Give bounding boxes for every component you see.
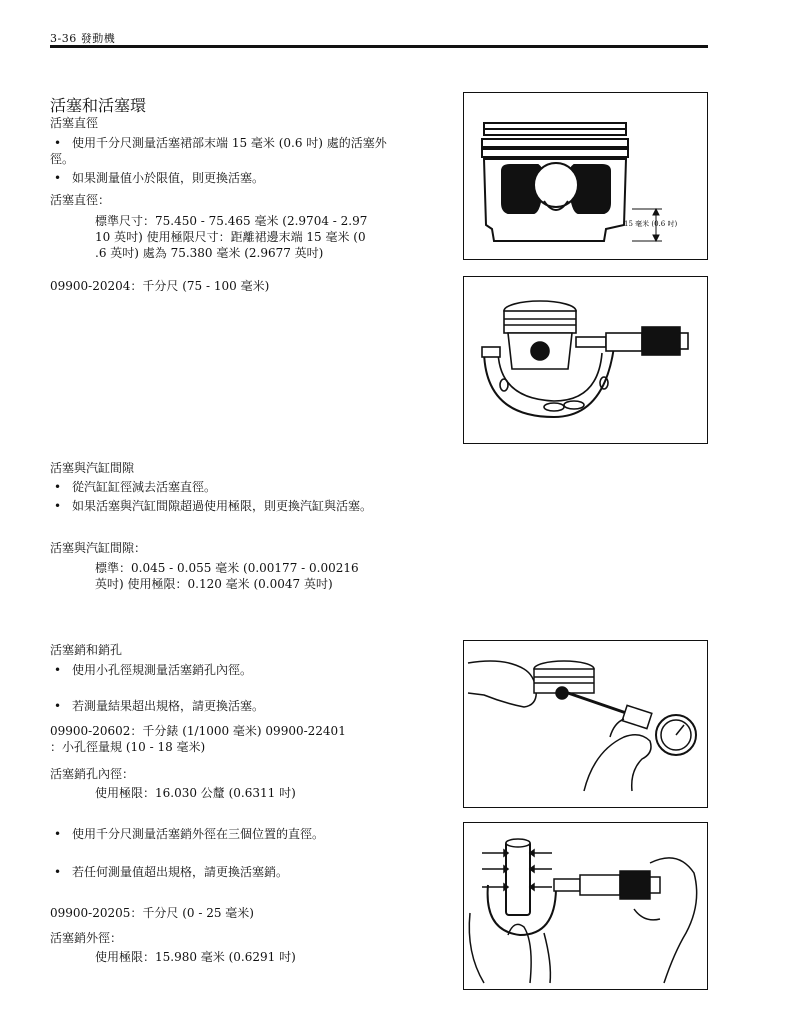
bullet-bore-gauge: • 使用小孔徑規測量活塞銷孔內徑。 (50, 662, 252, 678)
tool-micrometer-75-100: 09900-20204：千分尺 (75 - 100 毫米) (50, 279, 270, 293)
bullet-dot: • (54, 827, 62, 841)
spec-pin-bore: 使用極限：16.030 公釐 (0.6311 吋) (95, 786, 296, 800)
label-pin-bore: 活塞銷孔內徑： (50, 767, 135, 781)
section-title-piston: 活塞和活塞環 (50, 96, 147, 115)
spec-piston-diameter: 標準尺寸：75.450 - 75.465 毫米 (2.9704 - 2.97 10 英吋) 使用極限尺寸：距離裙邊末端 15 毫米 (0 .6 英吋) 處為 75.380 毫米 (2.9677 英吋) (95, 214, 368, 260)
bullet-dot: • (54, 663, 62, 677)
bullet-dot: • (54, 699, 62, 713)
figure-piston-measurement (463, 92, 708, 260)
tool-micrometer-0-25: 09900-20205：千分尺 (0 - 25 毫米) (50, 906, 254, 920)
figure-piston-micrometer (463, 276, 708, 444)
subheading-piston-diameter: 活塞直徑 (50, 116, 99, 130)
bullet-dot: • (54, 499, 62, 513)
bullet-replace-pin: • 若任何測量值超出規格，請更換活塞銷。 (50, 864, 288, 880)
label-clearance: 活塞與汽缸間隙： (50, 541, 147, 555)
bullet-dot: • (54, 480, 62, 494)
figure-bore-gauge (463, 640, 708, 808)
label-pin-od: 活塞銷外徑： (50, 931, 123, 945)
bullet-measure-pin: • 使用千分尺測量活塞銷外徑在三個位置的直徑。 (50, 826, 324, 842)
bullet-measure-piston: • 使用千分尺測量活塞裙部末端 15 毫米 (0.6 吋) 處的活塞外 徑。 (50, 136, 387, 166)
section-title-clearance: 活塞與汽缸間隙 (50, 461, 135, 475)
bullet-dot: • (54, 136, 62, 150)
bullet-replace-cylinder: • 如果活塞與汽缸間隙超過使用極限，則更換汽缸與活塞。 (50, 498, 372, 514)
section-title-piston-pin: 活塞銷和銷孔 (50, 643, 123, 657)
bullet-dot: • (54, 865, 62, 879)
tool-dial-gauge: 09900-20602：千分錶 (1/1000 毫米) 09900-22401 ：小孔徑量規 (10 - 18 毫米) (50, 724, 346, 754)
spec-clearance: 標準：0.045 - 0.055 毫米 (0.00177 - 0.00216 英吋) 使用極限：0.120 毫米 (0.0047 英吋) (95, 561, 359, 591)
bullet-dot: • (54, 171, 62, 185)
figure-dimension-label: 15 毫米 (0.6 吋) (624, 220, 678, 228)
bullet-subtract: • 從汽缸缸徑減去活塞直徑。 (50, 479, 216, 495)
bullet-replace-piston-2: • 若測量結果超出規格，請更換活塞。 (50, 698, 264, 714)
page-header: 3-36 發動機 (50, 32, 116, 45)
header-rule (50, 45, 708, 48)
figure-pin-micrometer (463, 822, 708, 990)
spec-pin-od: 使用極限：15.980 毫米 (0.6291 吋) (95, 950, 296, 964)
label-piston-diameter: 活塞直徑： (50, 193, 111, 207)
bullet-replace-piston: • 如果測量值小於限值，則更換活塞。 (50, 170, 264, 186)
